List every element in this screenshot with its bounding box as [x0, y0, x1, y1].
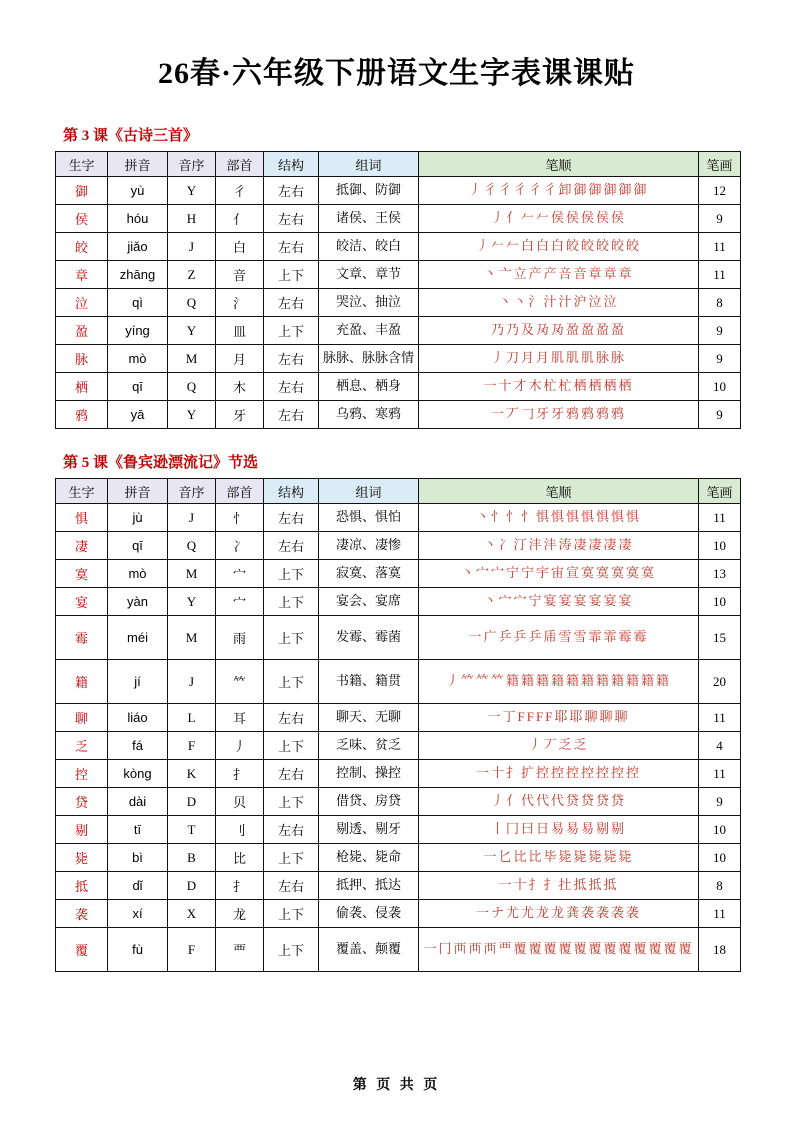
cell-structure: 上下: [264, 732, 319, 760]
cell-character: 剔: [56, 816, 108, 844]
cell-pinyin: yíng: [108, 317, 168, 345]
cell-initial: M: [168, 560, 216, 588]
cell-pinyin: dài: [108, 788, 168, 816]
cell-initial: Y: [168, 177, 216, 205]
cell-words: 乏味、贫乏: [319, 732, 419, 760]
cell-pinyin: jiǎo: [108, 233, 168, 261]
column-header-strokecount: 笔画: [699, 479, 741, 504]
cell-initial: F: [168, 732, 216, 760]
cell-structure: 上下: [264, 900, 319, 928]
cell-character: 袭: [56, 900, 108, 928]
table-row: [56, 928, 741, 972]
cell-stroke-order: 丶宀宀宁宴宴宴宴宴宴: [419, 588, 699, 616]
cell-stroke-order: 一十才木杧杧栖栖栖栖: [419, 373, 699, 401]
table-row: [56, 844, 741, 872]
cell-pinyin: hóu: [108, 205, 168, 233]
cell-structure: 上下: [264, 788, 319, 816]
cell-pinyin: liáo: [108, 704, 168, 732]
cell-structure: 左右: [264, 401, 319, 429]
cell-stroke-count: 12: [699, 177, 741, 205]
cell-initial: T: [168, 816, 216, 844]
table-row: [56, 616, 741, 660]
cell-stroke-order: 一匕比比毕毙毙毙毙毙: [419, 844, 699, 872]
cell-stroke-order: 丿彳彳彳彳彳卸御御御御御: [419, 177, 699, 205]
cell-stroke-order: 一ナ尤尤龙龙龚袭袭袭袭: [419, 900, 699, 928]
cell-character: 凄: [56, 532, 108, 560]
cell-radical: 龙: [216, 900, 264, 928]
cell-stroke-count: 10: [699, 532, 741, 560]
cell-words: 寂寞、落寞: [319, 560, 419, 588]
cell-stroke-count: 4: [699, 732, 741, 760]
cell-radical: 比: [216, 844, 264, 872]
cell-words: 皎洁、皎白: [319, 233, 419, 261]
cell-pinyin: qī: [108, 373, 168, 401]
cell-stroke-order: 丶丶氵汁汁沪泣泣: [419, 289, 699, 317]
cell-pinyin: xí: [108, 900, 168, 928]
cell-stroke-order: 一冂襾襾襾覀覆覆覆覆覆覆覆覆覆覆覆覆: [419, 928, 699, 972]
cell-pinyin: tī: [108, 816, 168, 844]
column-header-words: 组词: [319, 152, 419, 177]
cell-stroke-order: 一丁FFFF耶耶聊聊聊: [419, 704, 699, 732]
cell-stroke-count: 11: [699, 504, 741, 532]
cell-structure: 左右: [264, 816, 319, 844]
cell-stroke-count: 9: [699, 317, 741, 345]
cell-stroke-count: 8: [699, 289, 741, 317]
character-table-lesson-3: [55, 151, 741, 429]
table-row: [56, 816, 741, 844]
cell-radical: 雨: [216, 616, 264, 660]
section-heading-lesson-3: 第 3 课《古诗三首》: [63, 128, 199, 144]
cell-character: 侯: [56, 205, 108, 233]
cell-stroke-count: 11: [699, 233, 741, 261]
cell-structure: 上下: [264, 317, 319, 345]
table-header-row: [56, 152, 741, 177]
cell-stroke-order: 丿亻𠂉𠂉侯侯侯侯侯: [419, 205, 699, 233]
cell-stroke-count: 18: [699, 928, 741, 972]
cell-character: 籍: [56, 660, 108, 704]
cell-pinyin: jí: [108, 660, 168, 704]
section-heading-lesson-5: 第 5 课《鲁宾逊漂流记》节选: [63, 455, 259, 471]
cell-radical: 牙: [216, 401, 264, 429]
cell-stroke-count: 11: [699, 261, 741, 289]
cell-stroke-count: 8: [699, 872, 741, 900]
section-lesson-3: [55, 124, 738, 429]
cell-structure: 上下: [264, 261, 319, 289]
cell-pinyin: qì: [108, 289, 168, 317]
cell-radical: 𥫗: [216, 660, 264, 704]
cell-character: 抵: [56, 872, 108, 900]
cell-structure: 上下: [264, 844, 319, 872]
column-header-radical: 部首: [216, 479, 264, 504]
cell-words: 恐惧、惧怕: [319, 504, 419, 532]
cell-stroke-count: 20: [699, 660, 741, 704]
cell-words: 控制、操控: [319, 760, 419, 788]
cell-structure: 左右: [264, 532, 319, 560]
cell-words: 抵御、防御: [319, 177, 419, 205]
cell-initial: Q: [168, 373, 216, 401]
cell-structure: 左右: [264, 760, 319, 788]
cell-words: 脉脉、脉脉含情: [319, 345, 419, 373]
table-row: [56, 872, 741, 900]
cell-character: 皎: [56, 233, 108, 261]
cell-words: 覆盖、颠覆: [319, 928, 419, 972]
cell-character: 宴: [56, 588, 108, 616]
cell-stroke-count: 11: [699, 760, 741, 788]
cell-words: 宴会、宴席: [319, 588, 419, 616]
cell-initial: J: [168, 504, 216, 532]
cell-radical: 忄: [216, 504, 264, 532]
table-row: [56, 177, 741, 205]
cell-words: 哭泣、抽泣: [319, 289, 419, 317]
cell-stroke-order: 丶忄忄忄惧惧惧惧惧惧惧: [419, 504, 699, 532]
cell-radical: 扌: [216, 760, 264, 788]
cell-character: 控: [56, 760, 108, 788]
cell-words: 凄凉、凄惨: [319, 532, 419, 560]
cell-initial: F: [168, 928, 216, 972]
cell-radical: 宀: [216, 560, 264, 588]
cell-words: 书籍、籍贯: [319, 660, 419, 704]
cell-initial: Q: [168, 289, 216, 317]
cell-initial: L: [168, 704, 216, 732]
cell-stroke-order: 丿丆乏乏: [419, 732, 699, 760]
cell-radical: 丿: [216, 732, 264, 760]
table-row: [56, 401, 741, 429]
cell-structure: 左右: [264, 704, 319, 732]
cell-stroke-order: 丿𠂉𠂉白白白皎皎皎皎皎: [419, 233, 699, 261]
cell-structure: 上下: [264, 588, 319, 616]
cell-pinyin: méi: [108, 616, 168, 660]
cell-initial: J: [168, 233, 216, 261]
cell-initial: X: [168, 900, 216, 928]
cell-character: 脉: [56, 345, 108, 373]
cell-radical: 覀: [216, 928, 264, 972]
cell-stroke-order: 丿亻代代代贷贷贷贷: [419, 788, 699, 816]
cell-stroke-count: 15: [699, 616, 741, 660]
cell-pinyin: yù: [108, 177, 168, 205]
cell-initial: Y: [168, 401, 216, 429]
cell-words: 栖息、栖身: [319, 373, 419, 401]
cell-words: 借贷、房贷: [319, 788, 419, 816]
cell-initial: M: [168, 616, 216, 660]
cell-character: 栖: [56, 373, 108, 401]
table-row: [56, 373, 741, 401]
cell-initial: J: [168, 660, 216, 704]
cell-structure: 上下: [264, 616, 319, 660]
cell-words: 充盈、丰盈: [319, 317, 419, 345]
cell-words: 乌鸦、寒鸦: [319, 401, 419, 429]
table-row: [56, 261, 741, 289]
cell-character: 聊: [56, 704, 108, 732]
column-header-strokeorder: 笔顺: [419, 479, 699, 504]
cell-stroke-count: 10: [699, 844, 741, 872]
cell-pinyin: fá: [108, 732, 168, 760]
cell-initial: Q: [168, 532, 216, 560]
cell-structure: 左右: [264, 205, 319, 233]
cell-radical: 宀: [216, 588, 264, 616]
cell-radical: 贝: [216, 788, 264, 816]
cell-initial: D: [168, 788, 216, 816]
table-row: [56, 532, 741, 560]
table-row: [56, 704, 741, 732]
cell-stroke-count: 10: [699, 373, 741, 401]
cell-words: 文章、章节: [319, 261, 419, 289]
column-header-structure: 结构: [264, 479, 319, 504]
cell-character: 毙: [56, 844, 108, 872]
cell-initial: K: [168, 760, 216, 788]
cell-pinyin: fù: [108, 928, 168, 972]
cell-stroke-order: 乃乃及夃夃盈盈盈盈: [419, 317, 699, 345]
cell-character: 霉: [56, 616, 108, 660]
cell-stroke-order: 一广乒乒乒乕雪雪霏霏霉霉: [419, 616, 699, 660]
cell-initial: M: [168, 345, 216, 373]
cell-structure: 上下: [264, 928, 319, 972]
cell-radical: 音: [216, 261, 264, 289]
cell-stroke-order: 丿刀月月肌肌肌脉脉: [419, 345, 699, 373]
cell-character: 御: [56, 177, 108, 205]
cell-structure: 左右: [264, 373, 319, 401]
cell-pinyin: mò: [108, 345, 168, 373]
column-header-strokeorder: 笔顺: [419, 152, 699, 177]
column-header-pinyin: 拼音: [108, 479, 168, 504]
column-header-character: 生字: [56, 479, 108, 504]
cell-words: 发霉、霉菌: [319, 616, 419, 660]
cell-stroke-order: 丿𥫗𥫗𥫗籍籍籍籍籍籍籍籍籍籍籍: [419, 660, 699, 704]
cell-stroke-count: 9: [699, 205, 741, 233]
cell-stroke-order: 一十扌扩控控控控控控控: [419, 760, 699, 788]
section-lesson-5: [55, 451, 738, 972]
cell-radical: 氵: [216, 289, 264, 317]
table-header-row: [56, 479, 741, 504]
cell-character: 鸦: [56, 401, 108, 429]
table-row: [56, 588, 741, 616]
cell-initial: Y: [168, 317, 216, 345]
table-row: [56, 504, 741, 532]
column-header-pinyin: 拼音: [108, 152, 168, 177]
cell-stroke-count: 10: [699, 588, 741, 616]
cell-radical: 彳: [216, 177, 264, 205]
cell-character: 盈: [56, 317, 108, 345]
table-row: [56, 345, 741, 373]
cell-structure: 上下: [264, 660, 319, 704]
cell-character: 乏: [56, 732, 108, 760]
cell-radical: 扌: [216, 872, 264, 900]
cell-structure: 左右: [264, 289, 319, 317]
cell-pinyin: kòng: [108, 760, 168, 788]
cell-structure: 左右: [264, 504, 319, 532]
cell-initial: H: [168, 205, 216, 233]
cell-stroke-order: 丨冂曰日易易易剔剔: [419, 816, 699, 844]
cell-character: 章: [56, 261, 108, 289]
cell-initial: Z: [168, 261, 216, 289]
cell-structure: 左右: [264, 233, 319, 261]
character-table-lesson-5: [55, 478, 741, 972]
cell-radical: 木: [216, 373, 264, 401]
cell-stroke-count: 9: [699, 345, 741, 373]
cell-stroke-order: 丶宀宀宁宁宇宙宣寞寞寞寞寞: [419, 560, 699, 588]
table-row: [56, 317, 741, 345]
cell-stroke-count: 13: [699, 560, 741, 588]
cell-stroke-count: 11: [699, 704, 741, 732]
cell-structure: 上下: [264, 560, 319, 588]
cell-radical: 白: [216, 233, 264, 261]
cell-words: 抵押、抵达: [319, 872, 419, 900]
cell-initial: Y: [168, 588, 216, 616]
cell-pinyin: mò: [108, 560, 168, 588]
cell-pinyin: qī: [108, 532, 168, 560]
cell-stroke-count: 10: [699, 816, 741, 844]
cell-stroke-order: 一十扌扌扗抵抵抵: [419, 872, 699, 900]
column-header-initial: 音序: [168, 152, 216, 177]
cell-radical: 亻: [216, 205, 264, 233]
cell-radical: 刂: [216, 816, 264, 844]
column-header-words: 组词: [319, 479, 419, 504]
cell-initial: D: [168, 872, 216, 900]
column-header-character: 生字: [56, 152, 108, 177]
table-row: [56, 289, 741, 317]
cell-radical: 冫: [216, 532, 264, 560]
table-row: [56, 233, 741, 261]
cell-stroke-order: 一丆𠃌牙牙鸦鸦鸦鸦: [419, 401, 699, 429]
page-footer: 第 页 共 页: [352, 1078, 441, 1093]
cell-stroke-count: 11: [699, 900, 741, 928]
cell-structure: 左右: [264, 345, 319, 373]
table-row: [56, 732, 741, 760]
table-row: [56, 900, 741, 928]
cell-structure: 左右: [264, 177, 319, 205]
column-header-radical: 部首: [216, 152, 264, 177]
cell-initial: B: [168, 844, 216, 872]
cell-character: 覆: [56, 928, 108, 972]
table-row: [56, 660, 741, 704]
page-title: 26春·六年级下册语文生字表课课贴: [157, 57, 635, 90]
cell-character: 泣: [56, 289, 108, 317]
cell-radical: 耳: [216, 704, 264, 732]
cell-stroke-order: 丶冫汀沣沣涛凄凄凄凄: [419, 532, 699, 560]
table-row: [56, 560, 741, 588]
cell-words: 偷袭、侵袭: [319, 900, 419, 928]
cell-words: 枪毙、毙命: [319, 844, 419, 872]
cell-pinyin: bì: [108, 844, 168, 872]
column-header-structure: 结构: [264, 152, 319, 177]
cell-stroke-count: 9: [699, 401, 741, 429]
cell-radical: 皿: [216, 317, 264, 345]
cell-radical: 月: [216, 345, 264, 373]
cell-words: 聊天、无聊: [319, 704, 419, 732]
table-row: [56, 205, 741, 233]
cell-structure: 左右: [264, 872, 319, 900]
table-row: [56, 788, 741, 816]
cell-pinyin: dǐ: [108, 872, 168, 900]
column-header-strokecount: 笔画: [699, 152, 741, 177]
cell-words: 诸侯、王侯: [319, 205, 419, 233]
column-header-initial: 音序: [168, 479, 216, 504]
cell-character: 寞: [56, 560, 108, 588]
cell-stroke-order: 丶亠立产产咅音章章章: [419, 261, 699, 289]
table-row: [56, 760, 741, 788]
cell-words: 剔透、剔牙: [319, 816, 419, 844]
cell-character: 惧: [56, 504, 108, 532]
cell-stroke-count: 9: [699, 788, 741, 816]
cell-pinyin: yā: [108, 401, 168, 429]
cell-character: 贷: [56, 788, 108, 816]
cell-pinyin: zhāng: [108, 261, 168, 289]
cell-pinyin: yàn: [108, 588, 168, 616]
cell-pinyin: jù: [108, 504, 168, 532]
